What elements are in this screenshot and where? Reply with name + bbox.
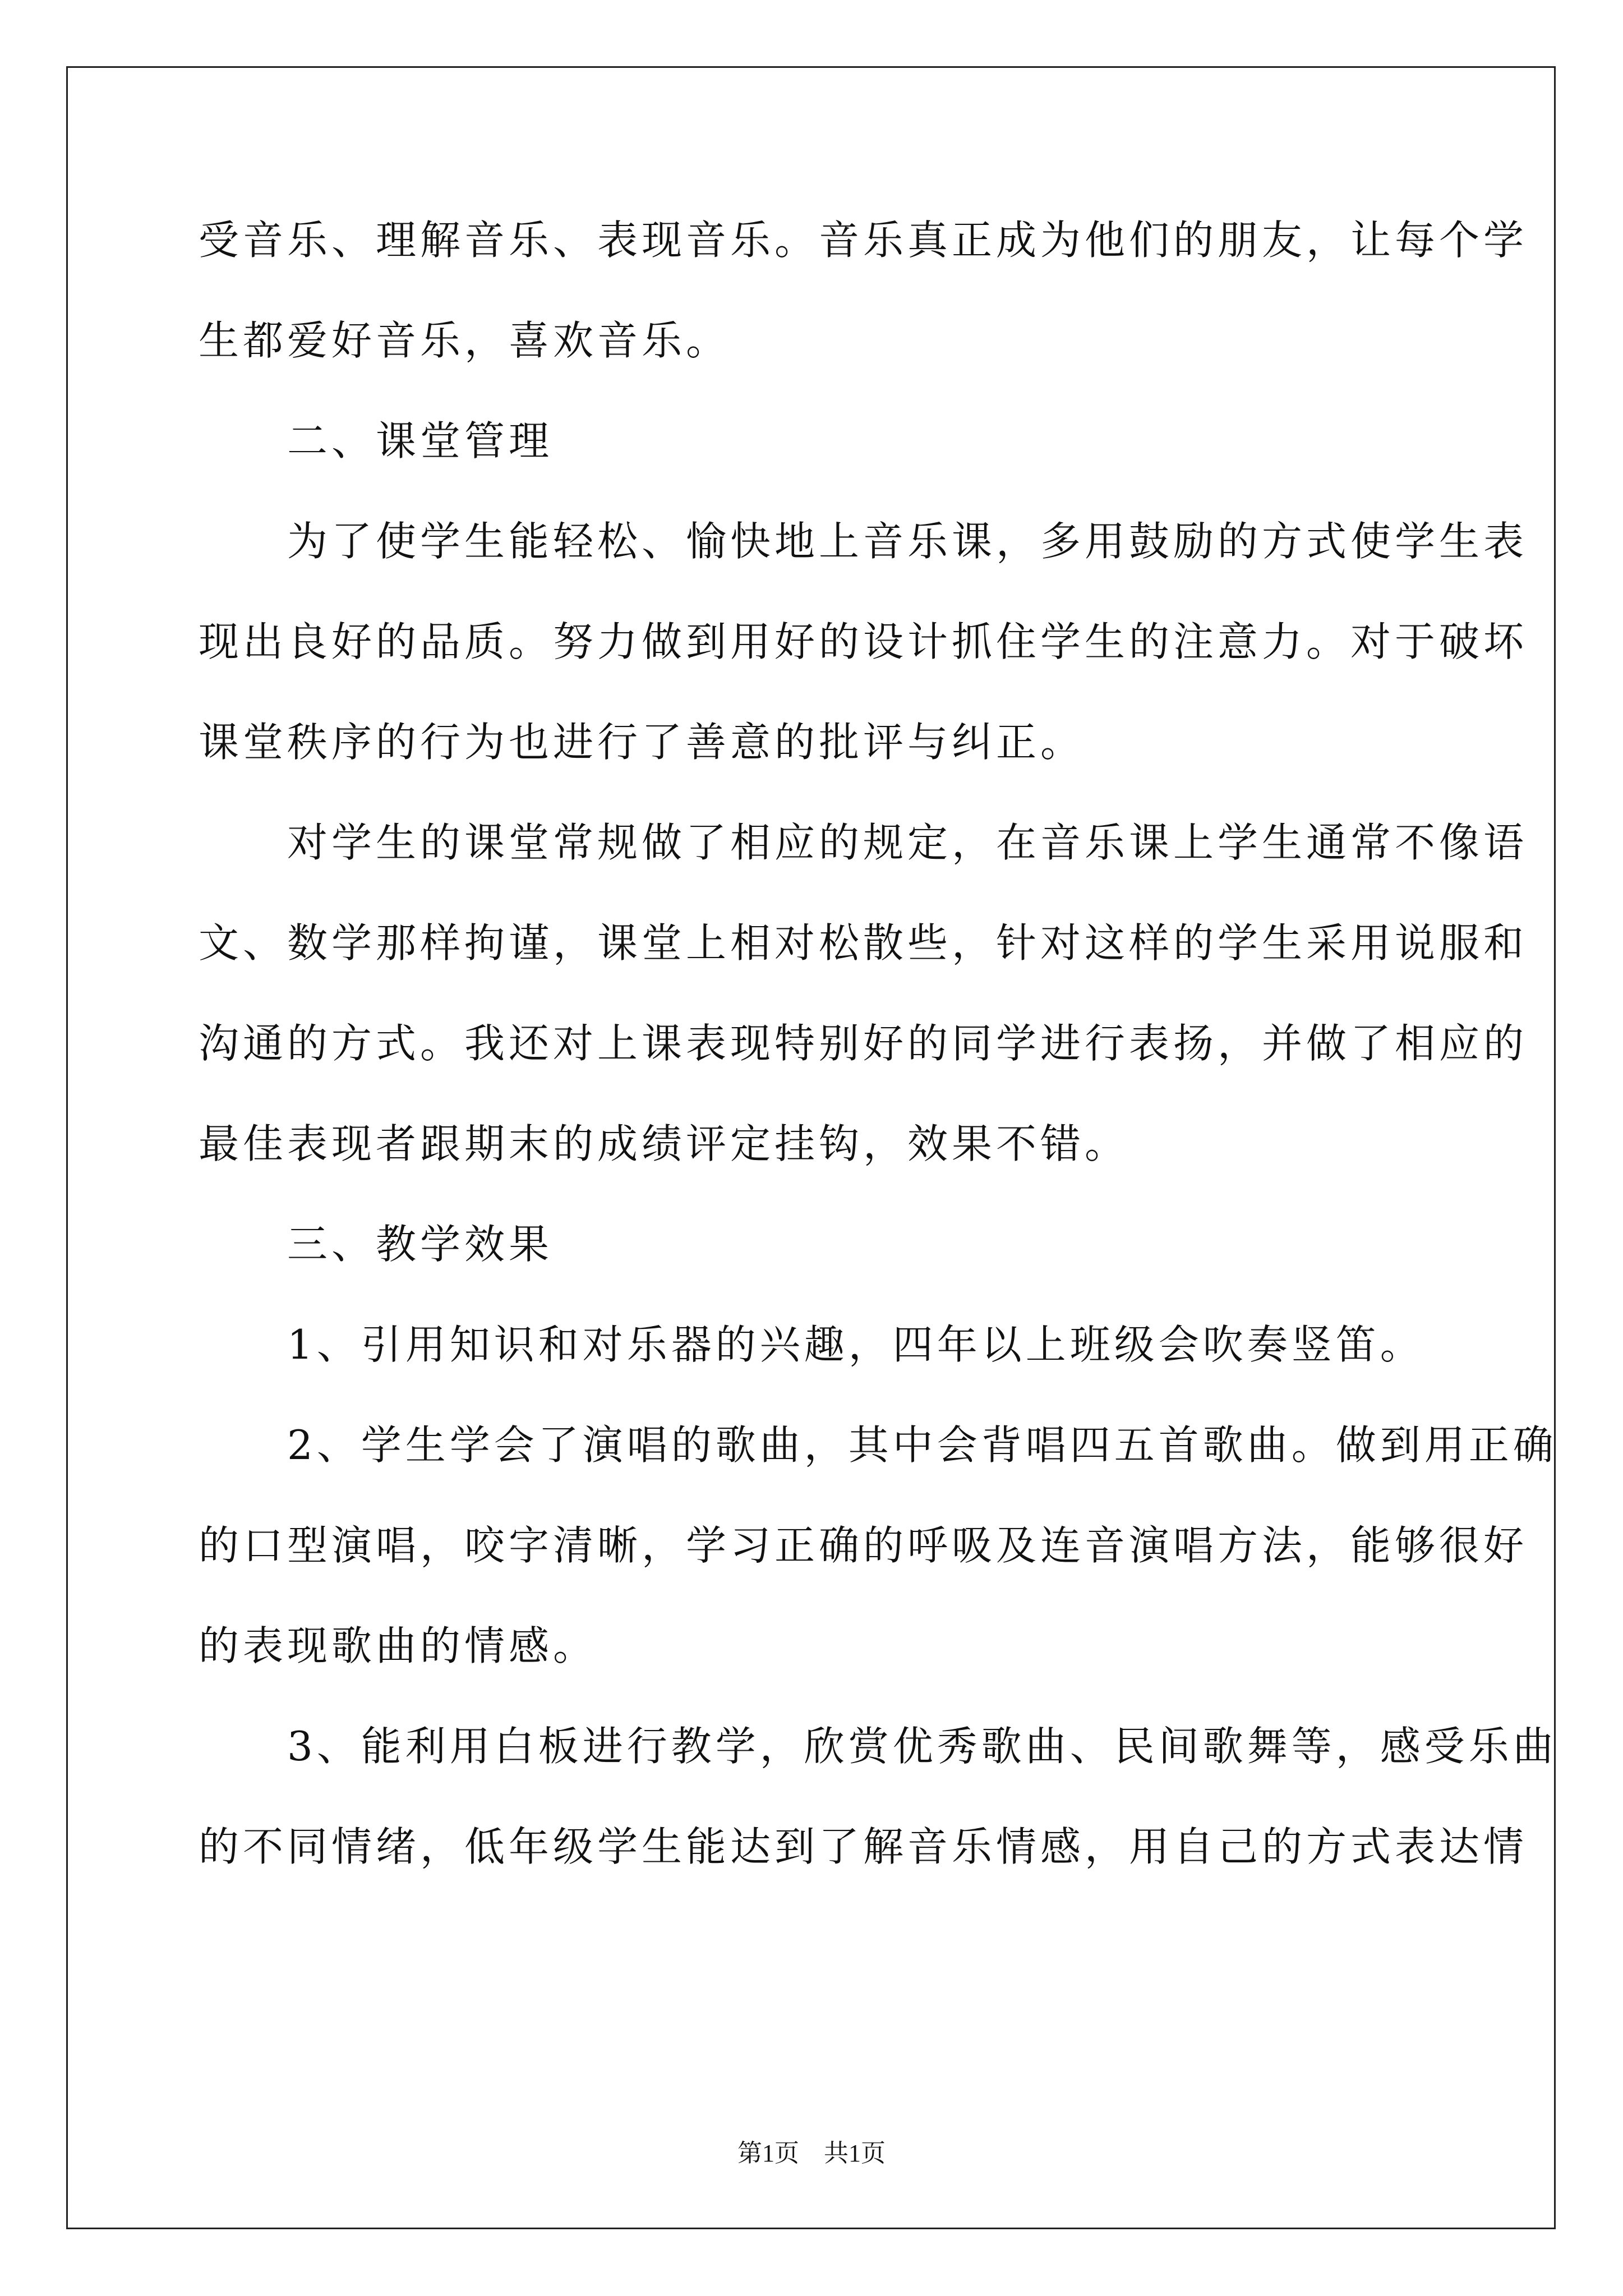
- text-line: 的不同情绪，低年级学生能达到了解音乐情感，用自己的方式表达情: [199, 1823, 1528, 1870]
- section-heading: 二、课堂管理: [199, 417, 554, 464]
- text-line: 沟通的方式。我还对上课表现特别好的同学进行表扬，并做了相应的: [199, 1020, 1528, 1067]
- page-number-footer: 第1页 共1页: [737, 2139, 886, 2167]
- section-heading: 三、教学效果: [199, 1221, 554, 1268]
- text-line: 的表现歌曲的情感。: [199, 1622, 598, 1669]
- text-line: 的口型演唱，咬字清晰，学习正确的呼吸及连音演唱方法，能够很好: [199, 1522, 1528, 1569]
- text-line: 现出良好的品质。努力做到用好的设计抓住学生的注意力。对于破坏: [199, 618, 1528, 665]
- text-line: 1、引用知识和对乐器的兴趣，四年以上班级会吹奏竖笛。: [199, 1321, 1424, 1368]
- text-line: 受音乐、理解音乐、表现音乐。音乐真正成为他们的朋友，让每个学: [199, 217, 1528, 264]
- text-line: 3、能利用白板进行教学，欣赏优秀歌曲、民间歌舞等，感受乐曲: [199, 1723, 1557, 1770]
- text-line: 最佳表现者跟期末的成绩评定挂钩，效果不错。: [199, 1120, 1129, 1167]
- text-line: 2、学生学会了演唱的歌曲，其中会背唱四五首歌曲。做到用正确: [199, 1421, 1557, 1469]
- text-line: 课堂秩序的行为也进行了善意的批评与纠正。: [199, 719, 1085, 766]
- text-line: 对学生的课堂常规做了相应的规定，在音乐课上学生通常不像语: [199, 819, 1528, 866]
- text-line: 为了使学生能轻松、愉快地上音乐课，多用鼓励的方式使学生表: [199, 518, 1528, 565]
- text-line: 文、数学那样拘谨，课堂上相对松散些，针对这样的学生采用说服和: [199, 919, 1528, 967]
- text-line: 生都爱好音乐，喜欢音乐。: [199, 317, 731, 364]
- document-body: [199, 217, 1557, 1927]
